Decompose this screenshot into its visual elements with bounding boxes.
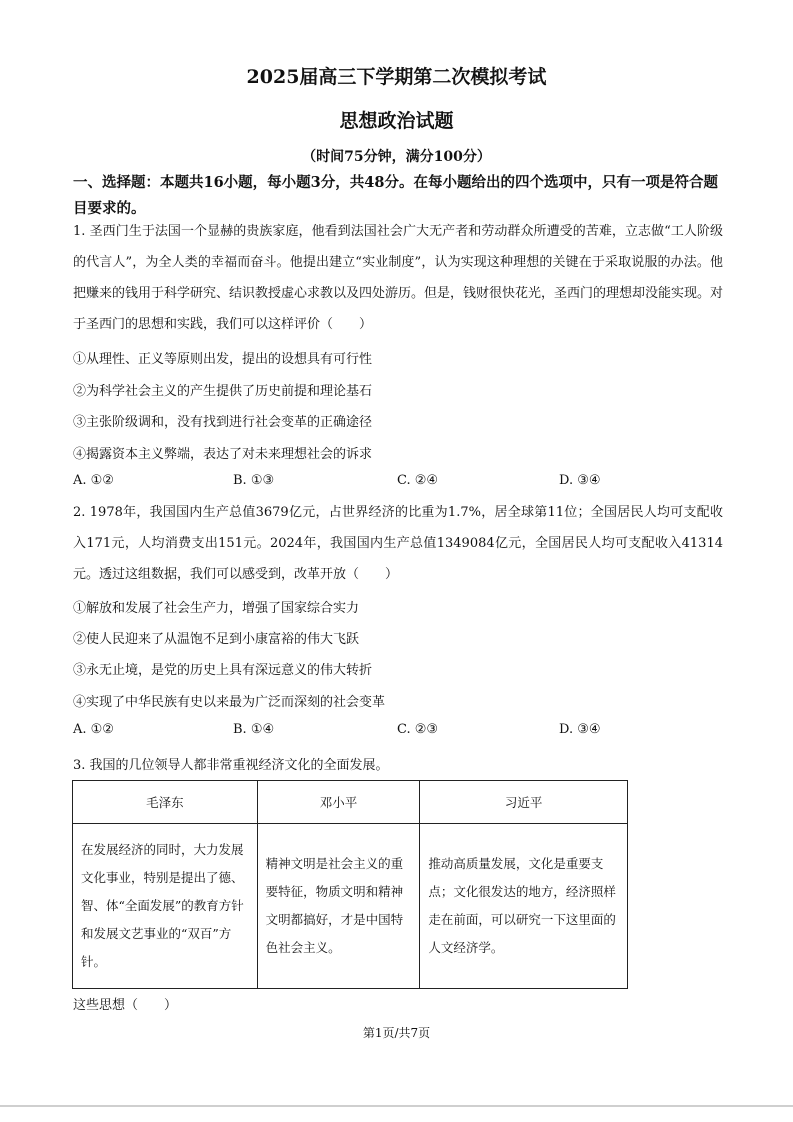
q2-stem: 2. 1978年，我国国内生产总值3679亿元，占世界经济的比重为1.7%，居全球第11位；全国居民人均可支配收入171元，人均消费支出151元。2024年，我国国内生产总值1349084亿元，全国居民人均可支配收入41314元。透过这组数据，我们可以感受到，改革开放（ ） [73, 505, 723, 582]
table-cell-deng: 精神文明是社会主义的重要特征，物质文明和精神文明都搞好，才是中国特色社会主义。 [257, 824, 420, 989]
table-header-xi: 习近平 [420, 781, 628, 824]
q2-statement-2: ②使人民迎来了从温饱不足到小康富裕的伟大飞跃 [73, 632, 360, 647]
table-cell-xi: 推动高质量发展，文化是重要支点；文化很发达的地方，经济照样走在前面，可以研究一下这里面的人文经济学。 [420, 824, 628, 989]
q2-statement-4: ④实现了中华民族有史以来最为广泛而深刻的社会变革 [73, 695, 386, 710]
table-header-mao: 毛泽东 [73, 781, 258, 824]
exam-time-info: （时间75分钟，满分100分） [302, 149, 491, 165]
q1-option-a: A. ①② [73, 473, 114, 488]
q2-statement-1: ①解放和发展了社会生产力，增强了国家综合实力 [73, 601, 360, 616]
exam-title: 2025届高三下学期第二次模拟考试 [246, 66, 547, 88]
q1-option-d: D. ③④ [559, 473, 601, 488]
q2-option-c: C. ②③ [397, 722, 439, 737]
q3-stem: 3. 我国的几位领导人都非常重视经济文化的全面发展。 [73, 758, 389, 773]
q1-statement-4: ④揭露资本主义弊端，表达了对未来理想社会的诉求 [73, 447, 373, 462]
q3-comparison-table [72, 780, 628, 989]
q1-option-b: B. ①③ [233, 473, 275, 488]
section-heading: 一、选择题：本题共16小题，每小题3分，共48分。在每小题给出的四个选项中，只有一项是符合题目要求的。 [73, 174, 718, 217]
q2-option-a: A. ①② [73, 722, 114, 737]
q3-tail: 这些思想（ ） [73, 998, 178, 1013]
q1-statement-2: ②为科学社会主义的产生提供了历史前提和理论基石 [73, 384, 373, 399]
table-cell-mao: 在发展经济的同时，大力发展文化事业，特别是提出了德、智、体“全面发展”的教育方针和发展文艺事业的“双百”方针。 [73, 824, 258, 989]
table-header-row [73, 781, 628, 824]
q1-option-c: C. ②④ [397, 473, 439, 488]
q2-option-b: B. ①④ [233, 722, 275, 737]
q1-statement-3: ③主张阶级调和，没有找到进行社会变革的正确途径 [73, 415, 373, 430]
page-divider [0, 1105, 793, 1107]
q1-stem: 1. 圣西门生于法国一个显赫的贵族家庭，他看到法国社会广大无产者和劳动群众所遭受的苦难，立志做“工人阶级的代言人”，为全人类的幸福而奋斗。他提出建立“实业制度”，认为实现这种理想的关键在于采取说服的办法。他把赚来的钱用于科学研究、结识教授虚心求教以及四处游历。但是，钱财很快花光，圣西门的理想却没能实现。对于圣西门的思想和实践，我们可以这样评价（ ） [73, 224, 724, 332]
table-header-deng: 邓小平 [257, 781, 420, 824]
table-row [73, 824, 628, 989]
q2-statement-3: ③永无止境，是党的历史上具有深远意义的伟大转折 [73, 663, 373, 678]
q2-option-d: D. ③④ [559, 722, 601, 737]
q1-statement-1: ①从理性、正义等原则出发，提出的设想具有可行性 [73, 352, 373, 367]
page-number: 第1页/共7页 [362, 1026, 431, 1040]
exam-subject: 思想政治试题 [339, 110, 454, 132]
